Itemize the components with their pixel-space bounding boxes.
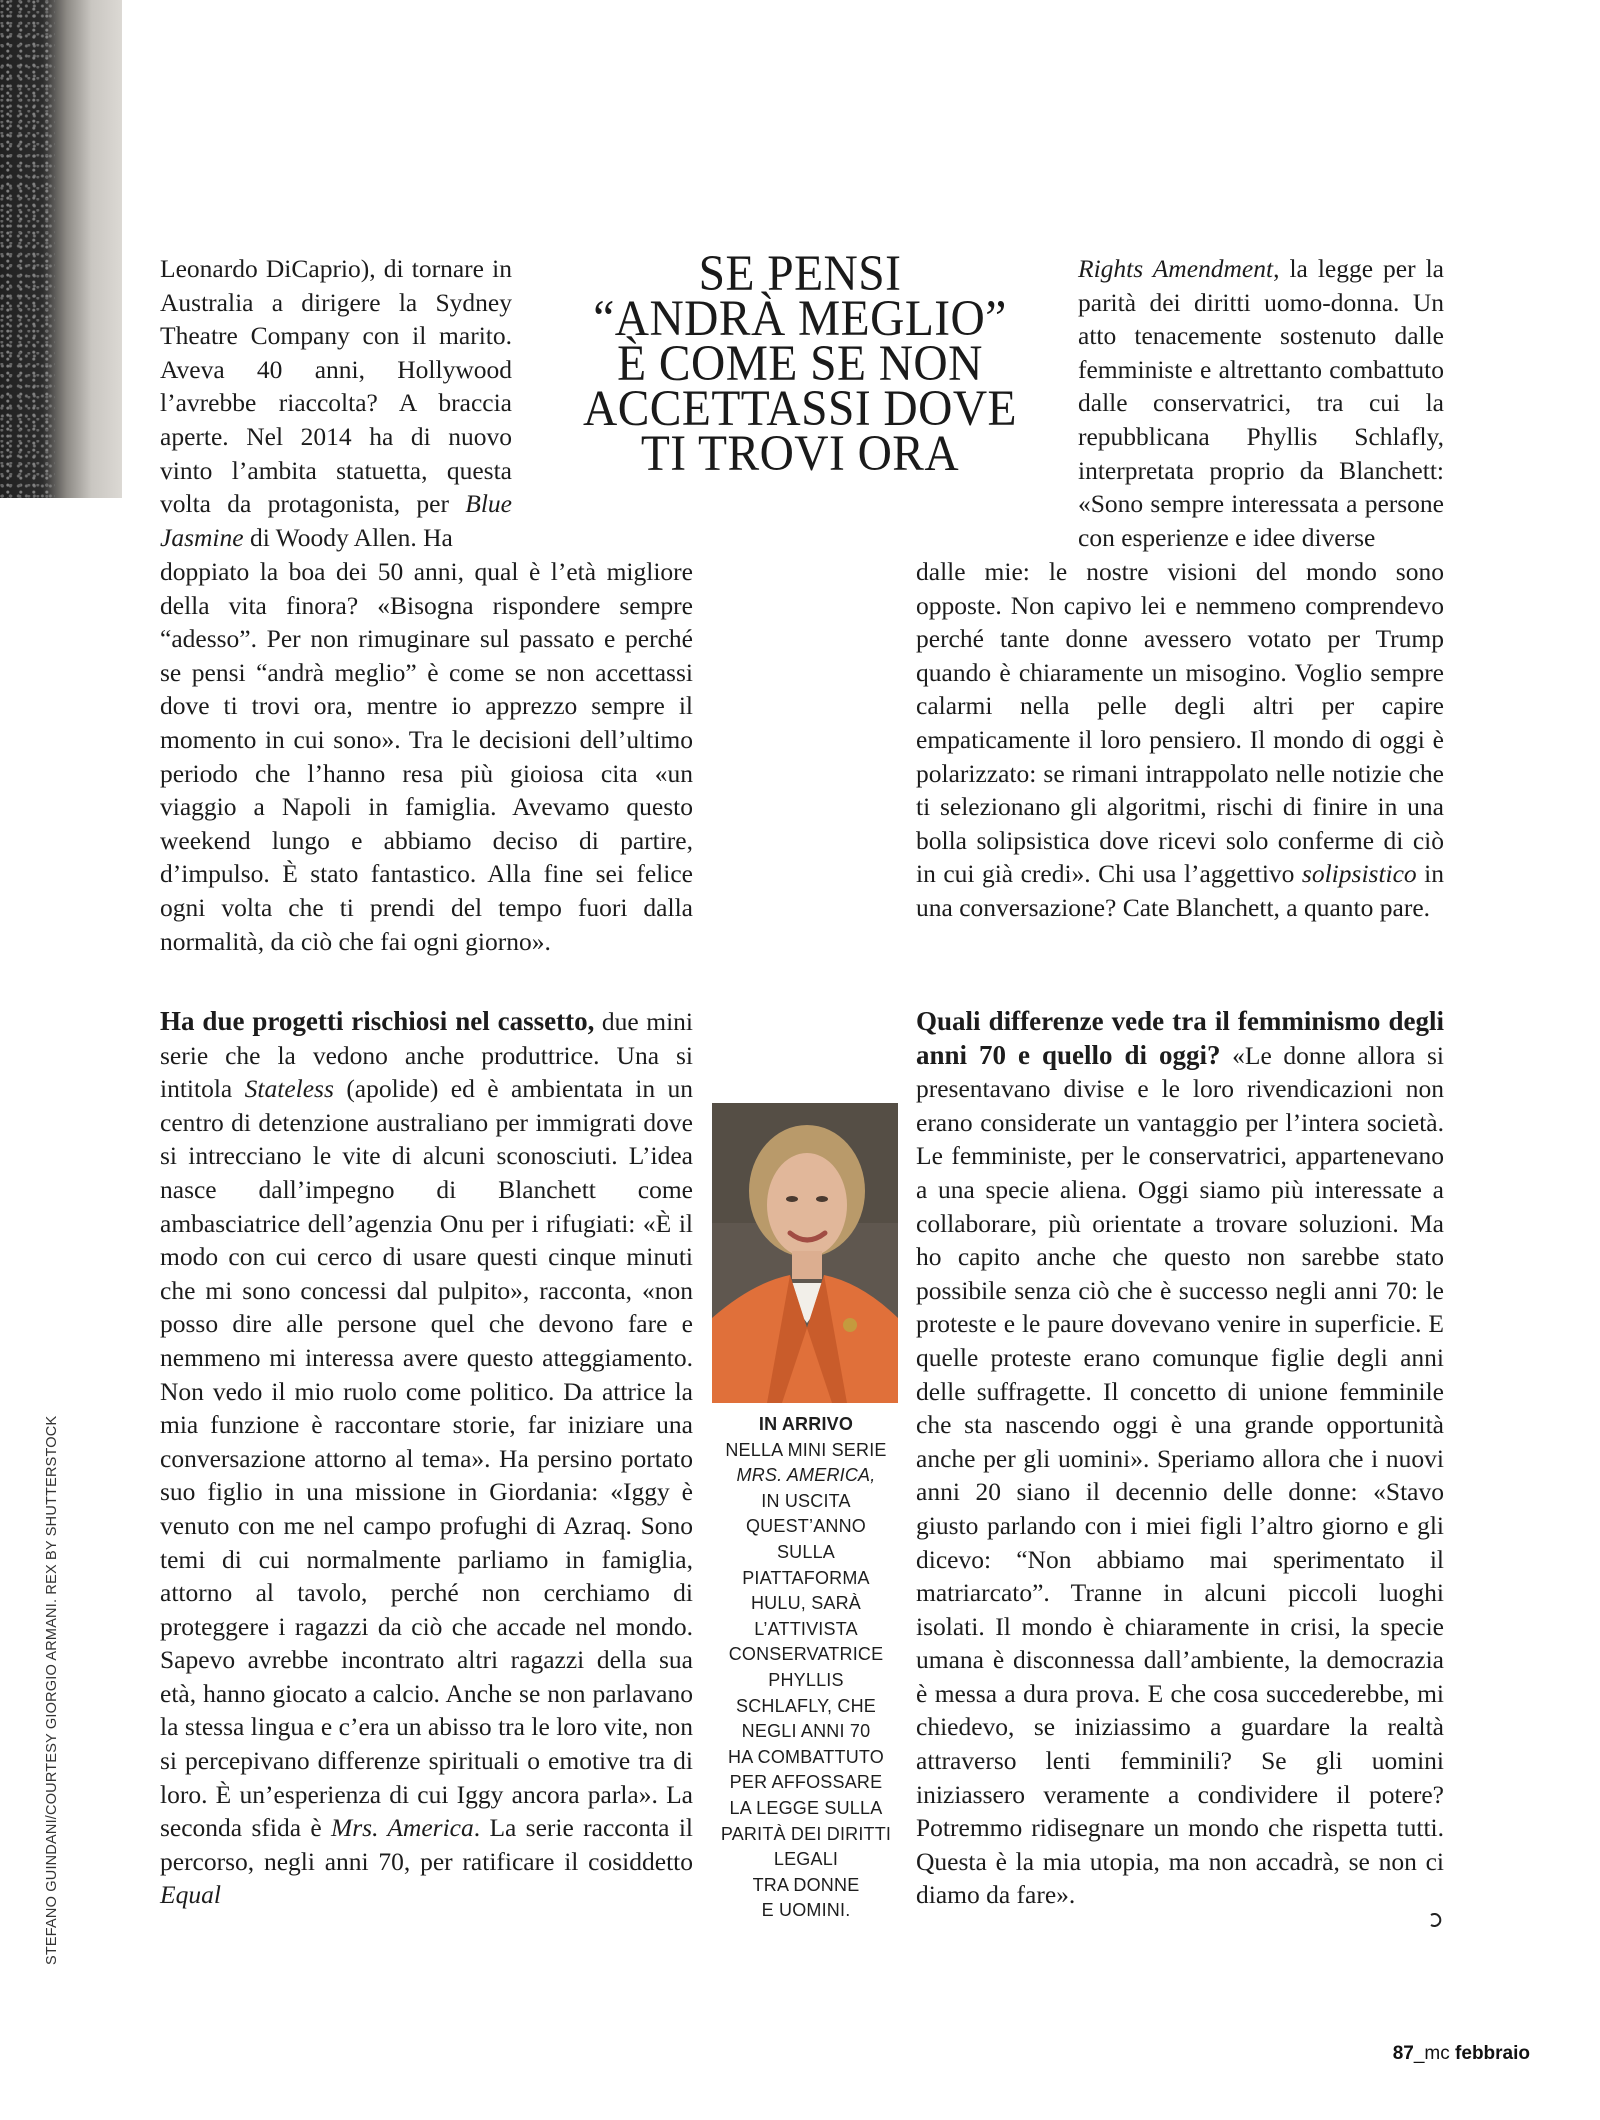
photo-fragment-top-left [0, 0, 122, 498]
text-run: due mini serie che la vedono anche produttrice. Una si intitola [160, 1007, 693, 1104]
caption-line: L’ATTIVISTA [754, 1618, 858, 1639]
caption-line: TRA DONNE [752, 1874, 860, 1895]
italic-title: Blue Jasmine [160, 489, 512, 552]
text-run: «Le donne allora si presentavano divise e le loro rivendicazioni non erano considerate un vantaggio per l’intera società. Le femministe, per le conservatrici, appartenevano a una specie aliena. Oggi siamo più interessate a collaborare, più orientate a trovare soluzioni. Ma ho capito anche che questo non sarebbe stato possibile senza ciò che è successo negli anni 70: le proteste e le paure dovevano venire in superficie. E quelle proteste erano comunque figlie degli anni delle suffragette. Il concetto di unione femminile che sta nascendo oggi è una grande opportunità anche per gli uomini». Speriamo allora che i nuovi anni 20 siano il decennio delle donne: «Stavo giusto parlando con i miei figli l’altro giorno e gli dicevo: “Non abbiamo mai sperimentato il matriarcato”. Tranne in alcuni piccoli luoghi isolati. Il mondo è chiaramente in crisi, la specie umana è disconnessa dall’ambiente, la democrazia è messa a dura prova. E che cosa succederebbe, mi chiedevo, se iniziassimo a guardare la realtà attraverso lenti femminili? Se gli uomini iniziassero veramente a condividere il potere? Potremmo ridisegnare un mondo che rispetta tutti. Questa è la mia utopia, ma non accadrà, se non ci diamo da fare». [916, 1040, 1444, 1910]
caption-line: NELLA MINI SERIE [725, 1439, 887, 1460]
italic-title: Rights Amendment [1078, 254, 1274, 283]
paragraph [916, 555, 1444, 925]
page-folio [1393, 2043, 1530, 2065]
paragraph [1078, 252, 1444, 554]
pull-quote-line: ACCETTASSI DOVE [582, 381, 1018, 437]
col3-top-wide [916, 555, 1444, 925]
caption-line: PHYLLIS [768, 1669, 844, 1690]
paragraph: doppiato la boa dei 50 anni, qual è l’età migliore della vita finora? «Bisogna rispondere sempre “adesso”. Per non rimuginare sul passato e perché se pensi “andrà meglio” è come se non accettassi dove ti trovi ora, mentre io apprezzo sempre il momento in cui sono». Tra le decisioni dell’ultimo periodo che l’hanno resa più gioiosa cita «un viaggio a Napoli in famiglia. Avevamo questo weekend lungo e abbiamo deciso di partire, d’impulso. È stato fantastico. Alla fine sei felice ogni volta che ti prendi del tempo fuori dalla normalità, da ciò che fai ogni giorno». [160, 557, 693, 956]
pull-quote [572, 246, 1028, 482]
col1-top-narrow [160, 252, 512, 554]
sequin-dress-texture [0, 0, 55, 498]
portrait-photo [712, 1103, 898, 1403]
italic-title: Equal [160, 1880, 221, 1910]
photo-credit: STEFANO GUINDANI/COURTESY GIORGIO ARMANI. REX BY SHUTTERSTOCK [44, 1415, 60, 1965]
paragraph [160, 252, 512, 554]
magazine-name: _mc [1413, 2043, 1450, 2064]
caption-line: HA COMBATTUTO [728, 1746, 884, 1767]
photo-caption [700, 1412, 912, 1924]
paragraph [160, 1005, 693, 1912]
caption-line: SCHLAFLY, CHE [736, 1695, 876, 1716]
pull-quote-line: “ANDRÀ MEGLIO” [593, 291, 1007, 347]
pull-quote-line: È COME SE NON [617, 336, 983, 392]
italic-title: Stateless [244, 1074, 334, 1104]
caption-heading: IN ARRIVO [758, 1414, 854, 1434]
col1-top-wide [160, 555, 693, 958]
text-run: (apolide) ed è ambientata in un centro di detenzione australiano per immigrati dove si intrecciano le vite di alcuni sconosciuti. L’idea nasce dall’impegno di Blanchett come ambasciatrice dell’agenzia Onu per i rifugiati: «È il modo con cui cerco di usare questi cinque minuti che mi sono concessi dal pulpito», racconta, «non posso dire alle persone quel che devono fare e nemmeno mi interessa avere questo atteggiamento. Non vedo il mio ruolo come politico. Da attrice la mia funzione è raccontare storie, far iniziare una conversazione attorno al tema». Ha persino portato suo figlio in una missione in Giordania: «Iggy è venuto con me nel campo profughi di Azraq. Sono temi di cui normalmente parliamo in famiglia, attorno al tavolo, perché non cerchiamo di proteggere i ragazzi da ciò che accade nel mondo. Sapevo avrebbe incontrato altri ragazzi della sua età, hanno giocato a calcio. Anche se non parlavano la stessa lingua e c’era un abisso tra le loro vite, non si percepivano differenze spirituali o emotive tra di loro. È un’esperienza di cui Iggy ancora parla». La seconda sfida è [160, 1074, 693, 1843]
paragraph [916, 1005, 1444, 1912]
caption-line: IN USCITA [761, 1490, 851, 1511]
caption-line: MRS. AMERICA, [736, 1465, 876, 1486]
caption-line: CONSERVATRICE [728, 1644, 884, 1665]
col3-top-narrow [1078, 252, 1444, 554]
col1-bottom [160, 1005, 693, 1912]
caption-line: NEGLI ANNI 70 [741, 1721, 871, 1742]
col3-bottom [916, 1005, 1444, 1912]
text-run: . La serie racconta il percorso, negli anni 70, per ratificare il cosiddetto [160, 1813, 694, 1876]
caption-line: PER AFFOSSARE [729, 1772, 883, 1793]
caption-line: QUEST’ANNO [745, 1516, 866, 1537]
caption-line: SULLA [776, 1541, 836, 1562]
italic-word: solipsistico [1301, 859, 1417, 889]
section-lead: Quali differenze vede tra il femminismo degli anni 70 e quello di oggi? [916, 1006, 1444, 1070]
caption-line: LEGALI [773, 1849, 839, 1870]
caption-line: HULU, SARÀ [750, 1593, 862, 1614]
text-run: dalle mie: le nostre visioni del mondo sono opposte. Non capivo lei e nemmeno comprendevo perché tante donne avessero votato per Trump quando è chiaramente un misogino. Voglio sempre calarmi nella pelle degli altri per capire empaticamente il loro pensiero. Il mondo di oggi è polarizzato: se rimani intrappolato nelle notizie che ti selezionano gli algoritmi, rischi di finire in una bolla solipsistica dove ricevi solo conferme di ciò in cui già credi». Chi usa l’aggettivo [916, 557, 1444, 889]
text-run: Leonardo DiCaprio), di tornare in Australia a dirigere la Sydney Theatre Company con il marito. Aveva 40 anni, Hollywood l’avrebbe riaccolta? A braccia aperte. Nel 2014 ha di nuovo vinto l’ambita statuetta, questa volta da protagonista, per [160, 254, 512, 519]
caption-line: PIATTAFORMA [742, 1567, 870, 1588]
text-run: in una conversazione? Cate Blanchett, a quanto pare. [916, 859, 1445, 922]
text-run: , la legge per la parità dei diritti uomo-donna. Un atto tenacemente sostenuto dalle femministe e altrettanto combattuto dalle conservatrici, tra cui la repubblicana Phyllis Schlafly, interpretata proprio da Blanchett: «Sono sempre interessata a persone con esperienze e idee diverse [1078, 254, 1444, 552]
page-number: 87 [1392, 2043, 1414, 2064]
issue-month: febbraio [1455, 2043, 1530, 2064]
italic-title: Mrs. America [331, 1813, 474, 1843]
portrait-illustration [712, 1103, 898, 1403]
caption-line: LA LEGGE SULLA [729, 1797, 883, 1818]
end-of-article-icon [1426, 1912, 1442, 1928]
pull-quote-line: TI TROVI ORA [640, 426, 960, 482]
text-run: di Woody Allen. Ha [243, 522, 453, 552]
caption-line: PARITÀ DEI DIRITTI [720, 1823, 892, 1844]
section-lead: Ha due progetti rischiosi nel cassetto, [160, 1006, 595, 1036]
pull-quote-line: SE PENSI [698, 246, 902, 302]
caption-line: E UOMINI. [761, 1900, 851, 1921]
